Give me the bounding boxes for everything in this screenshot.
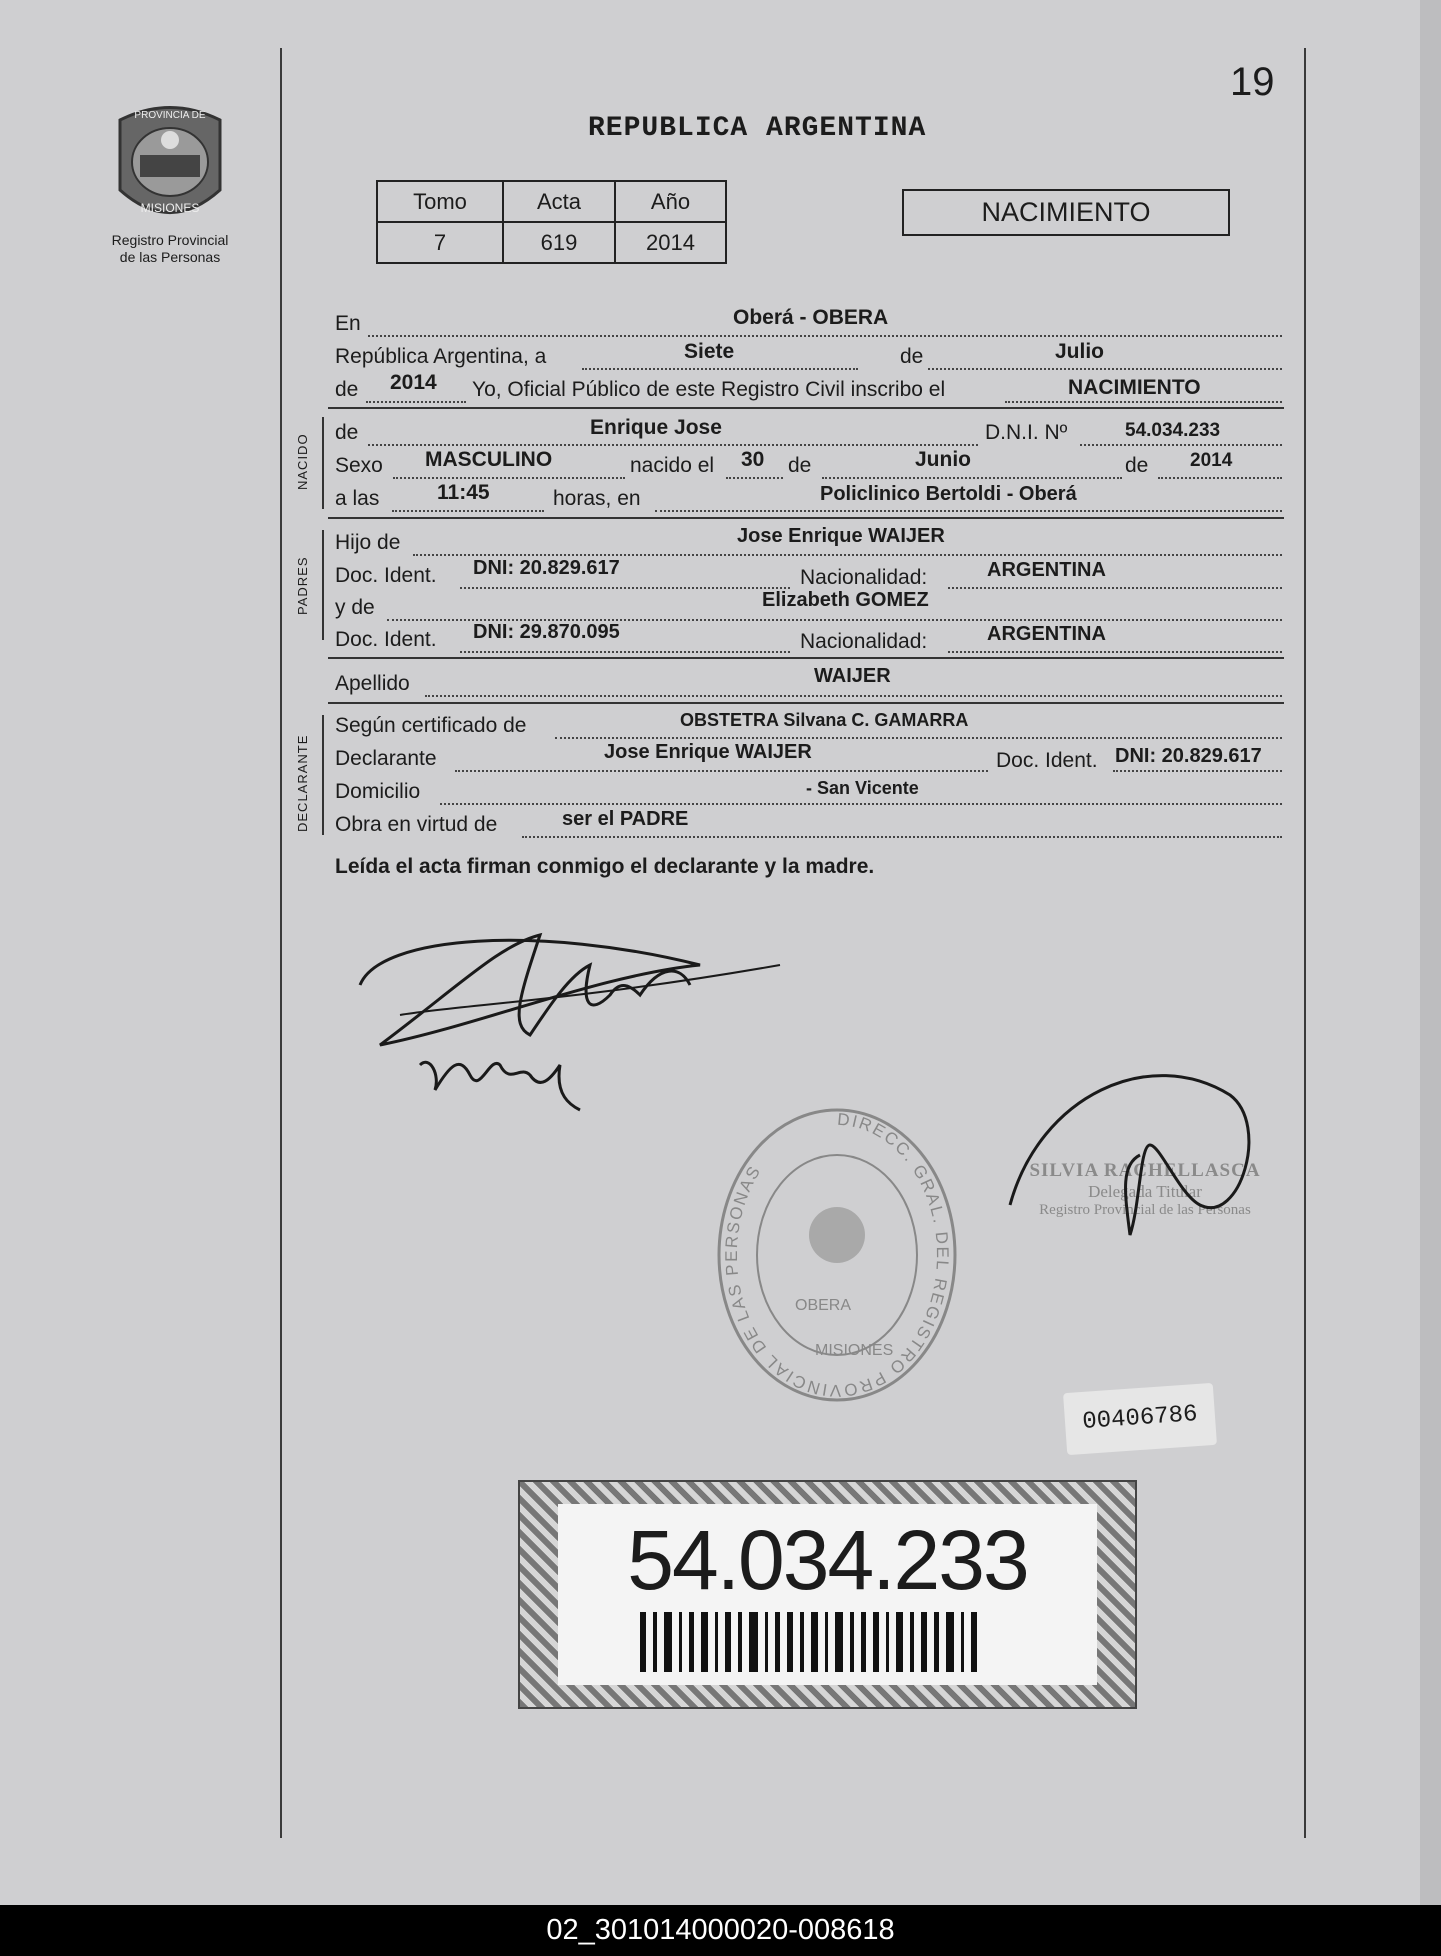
tomo-header: Tomo	[377, 181, 503, 222]
official-name: SILVIA RACHELLASCA	[1029, 1160, 1261, 1181]
closing-statement: Leída el acta firman conmigo el declarante y la madre.	[335, 855, 875, 878]
dni-barcode-label	[518, 1480, 1137, 1709]
official-signature	[1000, 1055, 1260, 1245]
document-title: REPUBLICA ARGENTINA	[588, 113, 927, 144]
mother-doc: DNI: 29.870.095	[473, 621, 620, 643]
tomo-value: 7	[377, 222, 503, 263]
a-las-label: a las	[335, 487, 380, 510]
nacido-de3-label: de	[1125, 454, 1149, 477]
declarante-doc-label: Doc. Ident.	[996, 749, 1098, 772]
certificado-label: Según certificado de	[335, 714, 527, 737]
barcode-bar	[910, 1612, 914, 1672]
dni-label: D.N.I. Nº	[985, 421, 1068, 444]
barcode-bar	[738, 1612, 742, 1672]
father-doc-dots	[460, 586, 790, 589]
mother-nac-dots	[948, 650, 1282, 653]
scan-footer-id: 02_301014000020-008618	[546, 1914, 895, 1946]
registration-year: 2014	[390, 371, 437, 394]
nacido-bracket	[322, 417, 324, 509]
barcode-bar	[896, 1612, 903, 1672]
barcode-bar	[749, 1612, 758, 1672]
birth-time: 11:45	[437, 481, 490, 504]
padres-bracket	[322, 530, 324, 640]
record-table-header	[377, 181, 726, 222]
dni-number: 54.034.233	[627, 1513, 1028, 1607]
mother-doc-label: Doc. Ident.	[335, 628, 437, 651]
anio-value: 2014	[615, 222, 726, 263]
nacido-el-label: nacido el	[630, 454, 715, 477]
section-rule-header	[328, 407, 1284, 409]
declarante-bracket	[322, 715, 324, 835]
official-office: Registro Provincial de las Personas	[1039, 1202, 1251, 1218]
padres-section-label: PADRES	[295, 556, 310, 615]
barcode-bar	[775, 1612, 780, 1672]
barcode-bar	[765, 1612, 768, 1672]
seal-ring-text: DIRECC. GRAL. DEL REGISTRO PROVINCIAL DE LAS PERSONAS	[721, 1109, 953, 1401]
page-edge	[1420, 0, 1441, 1905]
en-label: En	[335, 312, 361, 335]
barcode-bar	[946, 1612, 954, 1672]
month-dots	[928, 367, 1282, 370]
registration-month: Julio	[1055, 340, 1105, 363]
mother-name: Elizabeth GOMEZ	[762, 589, 929, 611]
barcode	[640, 1612, 1015, 1672]
barcode-bar	[825, 1612, 828, 1672]
child-dni: 54.034.233	[1125, 420, 1221, 441]
sexo-label: Sexo	[335, 454, 383, 477]
serial-sticker: 00406786	[1063, 1383, 1217, 1455]
barcode-bar	[689, 1612, 694, 1672]
child-name-dots	[368, 443, 978, 446]
section-rule-padres	[328, 657, 1284, 659]
apellido-label: Apellido	[335, 672, 410, 695]
right-margin-rule	[1304, 48, 1306, 1838]
barcode-bar	[886, 1612, 889, 1672]
father-dots	[413, 553, 1282, 556]
birth-place-dots	[655, 509, 1282, 512]
barcode-bar	[725, 1612, 731, 1672]
birth-year: 2014	[1190, 450, 1233, 471]
birth-day-dots	[726, 476, 783, 479]
seal-center-top: OBERA	[795, 1297, 852, 1314]
de-label: de	[900, 345, 924, 368]
barcode-bar	[861, 1612, 866, 1672]
registration-place: Oberá - OBERA	[733, 306, 889, 329]
barcode-bar	[664, 1612, 672, 1672]
father-nac-dots	[948, 586, 1282, 589]
section-rule-apellido	[328, 702, 1284, 704]
declarante-dots	[455, 769, 988, 772]
dni-label-inner	[558, 1504, 1097, 1685]
declarante-doc-dots	[1113, 769, 1282, 772]
barcode-bar	[934, 1612, 939, 1672]
horas-label: horas, en	[553, 487, 641, 510]
father-name: Jose Enrique WAIJER	[737, 525, 945, 547]
page-number: 19	[1230, 60, 1275, 104]
registry-seal	[715, 1105, 960, 1405]
inscribe-dots	[1005, 400, 1282, 403]
oficial-text: Yo, Oficial Público de este Registro Civil inscribo el	[472, 378, 946, 401]
acta-value: 619	[503, 222, 615, 263]
father-doc: DNI: 20.829.617	[473, 557, 620, 579]
barcode-bar	[715, 1612, 718, 1672]
obra-label: Obra en virtud de	[335, 813, 498, 836]
certificado-dots	[555, 736, 1282, 739]
record-table-values	[377, 222, 726, 263]
declarante-label: Declarante	[335, 747, 437, 770]
barcode-bar	[701, 1612, 708, 1672]
barcode-bar	[787, 1612, 793, 1672]
barcode-bar	[873, 1612, 879, 1672]
barcode-bar	[961, 1612, 964, 1672]
de2-label: de	[335, 378, 359, 401]
logo-text-top: PROVINCIA DE	[134, 110, 206, 121]
child-name: Enrique Jose	[590, 416, 722, 439]
anio-header: Año	[615, 181, 726, 222]
capacity: ser el PADRE	[562, 808, 689, 830]
birth-place: Policlinico Bertoldi - Oberá	[820, 483, 1077, 505]
barcode-bar	[850, 1612, 854, 1672]
mother-nationality: ARGENTINA	[987, 623, 1106, 645]
nacido-section-label: NACIDO	[295, 433, 310, 490]
y-de-label: y de	[335, 596, 375, 619]
obra-dots	[522, 835, 1282, 838]
barcode-bar	[640, 1612, 646, 1672]
declarant-doc: DNI: 20.829.617	[1115, 745, 1262, 767]
barcode-bar	[921, 1612, 927, 1672]
inscribe-type: NACIMIENTO	[1068, 376, 1201, 399]
birth-time-dots	[392, 509, 544, 512]
birth-year-dots	[1158, 476, 1282, 479]
barcode-bar	[811, 1612, 818, 1672]
barcode-bar	[800, 1612, 804, 1672]
day-dots	[582, 367, 858, 370]
republica-label: República Argentina, a	[335, 345, 547, 368]
left-margin-rule	[280, 48, 282, 1838]
record-table	[376, 180, 727, 264]
registry-name-line2: de las Personas	[119, 249, 221, 265]
father-nationality: ARGENTINA	[987, 559, 1106, 581]
logo-text-bottom: MISIONES	[140, 201, 200, 215]
mother-nac-label: Nacionalidad:	[800, 630, 928, 653]
declarant-signatures	[340, 905, 820, 1135]
nacido-de-label: de	[335, 421, 359, 444]
apellido-dots	[425, 694, 1282, 697]
birth-month: Junio	[915, 448, 971, 471]
record-type-box: NACIMIENTO	[902, 189, 1230, 236]
registry-name-line1: Registro Provincial	[111, 232, 229, 248]
seal-center-bottom: MISIONES	[815, 1342, 894, 1359]
child-dni-dots	[1080, 443, 1282, 446]
barcode-bar	[835, 1612, 843, 1672]
surname: WAIJER	[814, 665, 891, 687]
section-rule-nacido	[328, 517, 1284, 519]
barcode-bar	[679, 1612, 682, 1672]
nacido-de2-label: de	[788, 454, 812, 477]
barcode-bar	[971, 1612, 977, 1672]
address: - San Vicente	[806, 778, 919, 798]
birth-day: 30	[741, 448, 765, 471]
sexo-dots	[393, 476, 625, 479]
child-sex: MASCULINO	[425, 448, 553, 471]
province-logo	[110, 100, 230, 230]
birth-month-dots	[822, 476, 1122, 479]
father-doc-label: Doc. Ident.	[335, 564, 437, 587]
registration-day: Siete	[684, 340, 735, 363]
mother-doc-dots	[460, 650, 790, 653]
barcode-bar	[653, 1612, 657, 1672]
certifier: OBSTETRA Silvana C. GAMARRA	[680, 710, 969, 730]
hijo-de-label: Hijo de	[335, 531, 401, 554]
place-dots	[368, 334, 1282, 337]
declarante-section-label: DECLARANTE	[295, 734, 310, 832]
domicilio-label: Domicilio	[335, 780, 421, 803]
domicilio-dots	[440, 802, 1282, 805]
acta-header: Acta	[503, 181, 615, 222]
father-nac-label: Nacionalidad:	[800, 566, 928, 589]
year-dots	[366, 400, 466, 403]
declarant-name: Jose Enrique WAIJER	[604, 741, 812, 763]
official-role: Delegada Titular	[1088, 1182, 1202, 1201]
registry-caption	[90, 232, 250, 266]
